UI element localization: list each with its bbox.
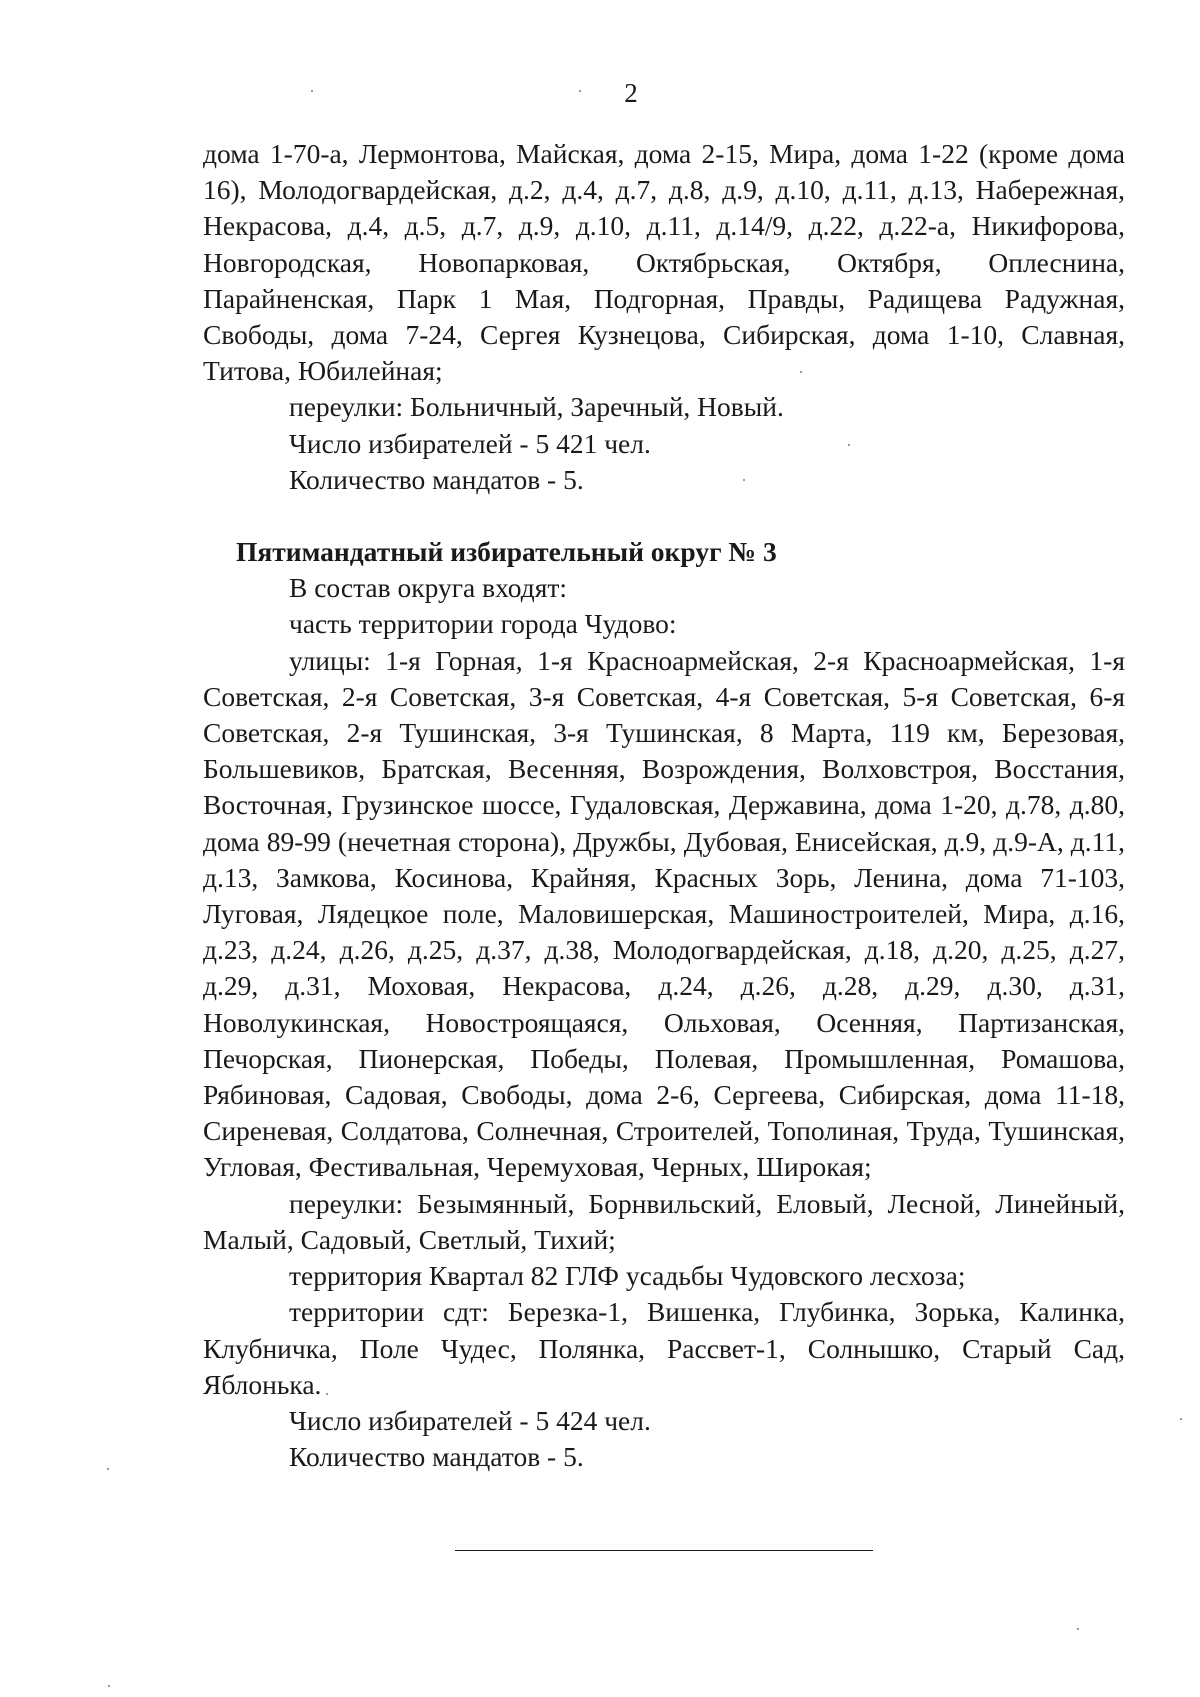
district2-voters: Число избирателей - 5 421 чел. xyxy=(289,427,651,459)
closing-rule xyxy=(455,1550,873,1551)
scan-speck xyxy=(743,479,745,481)
page-number: 2 xyxy=(624,78,638,108)
scan-speck xyxy=(800,371,802,373)
scan-speck xyxy=(108,1685,110,1687)
district3-heading: Пятимандатный избирательный округ № 3 xyxy=(236,536,777,568)
scan-speck xyxy=(326,1393,328,1395)
section-gap xyxy=(203,498,1125,534)
district3-garden-territories: территории сдт: Березка-1, Вишенка, Глубинка, Зорька, Калинка, Клубничка, Поле Чудес, Полянка, Рассвет-1, Солнышко, Старый Сад, Яблонька. xyxy=(203,1296,1125,1400)
scan-speck xyxy=(107,1468,109,1470)
district2-lanes: переулки: Больничный, Заречный, Новый. xyxy=(289,391,784,423)
scan-speck xyxy=(848,444,850,446)
scan-speck xyxy=(311,90,313,92)
district3-lanes: переулки: Безымянный, Борнвильский, Еловый, Лесной, Линейный, Малый, Садовый, Светлый, Тихий; xyxy=(203,1187,1125,1255)
district3-voters: Число избирателей - 5 424 чел. xyxy=(289,1404,651,1436)
district3-mandates: Количество мандатов - 5. xyxy=(289,1441,584,1473)
district3-forestry-quarter: территория Квартал 82 ГЛФ усадьбы Чудовского лесхоза; xyxy=(289,1260,966,1292)
document-body xyxy=(203,136,1125,1475)
district3-intro: В состав округа входят: xyxy=(289,572,568,604)
district2-mandates: Количество мандатов - 5. xyxy=(289,463,584,495)
scan-speck xyxy=(1180,1418,1182,1420)
district3-streets: улицы: 1-я Горная, 1-я Красноармейская, 2-я Красноармейская, 1-я Советская, 2-я Советская, 3-я Советская, 4-я Советская, 5-я Советская, 6-я Советская, 2-я Тушинская, 3-я Тушинская, 8 Марта, 119 км, Березовая, Большевиков, Братская, Весенняя, Возрождения, Волховстроя, Восстания, Восточная, Грузинское шоссе, Гудаловская, Державина, дома 1-20, д.78, д.80, дома 89-99 (нечетная сторона), Дружбы, Дубовая, Енисейская, д.9, д.9-А, д.11, д.13, Замкова, Косинова, Крайняя, Красных Зорь, Ленина, дома 71-103, Луговая, Лядецкое поле, Маловишерская, Машиностроителей, Мира, д.16, д.23, д.24, д.26, д.25, д.37, д.38, Молодогвардейская, д.18, д.20, д.25, д.27, д.29, д.31, Моховая, Некрасова, д.24, д.26, д.28, д.29, д.30, д.31, Новолукинская, Новостроящаяся, Ольховая, Осенняя, Партизанская, Печорская, Пионерская, Победы, Полевая, Промышленная, Ромашова, Рябиновая, Садовая, Свободы, дома 2-6, Сергеева, Сибирская, дома 11-18, Сиреневая, Солдатова, Солнечная, Строителей, Тополиная, Труда, Тушинская, Угловая, Фестивальная, Черемуховая, Черных, Широкая; xyxy=(203,644,1125,1183)
district3-territory: часть территории города Чудово: xyxy=(289,608,677,640)
scan-speck xyxy=(579,90,581,92)
scan-speck xyxy=(1077,1628,1079,1630)
district2-streets-tail: дома 1-70-а, Лермонтова, Майская, дома 2-15, Мира, дома 1-22 (кроме дома 16), Молодогвардейская, д.2, д.4, д.7, д.8, д.9, д.10, д.11, д.13, Набережная, Некрасова, д.4, д.5, д.7, д.9, д.10, д.11, д.14/9, д.22, д.22-а, Никифорова, Новгородская, Новопарковая, Октябрьская, Октября, Оплеснина, Парайненская, Парк 1 Мая, Подгорная, Правды, Радищева Радужная, Свободы, дома 7-24, Сергея Кузнецова, Сибирская, дома 1-10, Славная, Титова, Юбилейная; xyxy=(203,138,1125,387)
